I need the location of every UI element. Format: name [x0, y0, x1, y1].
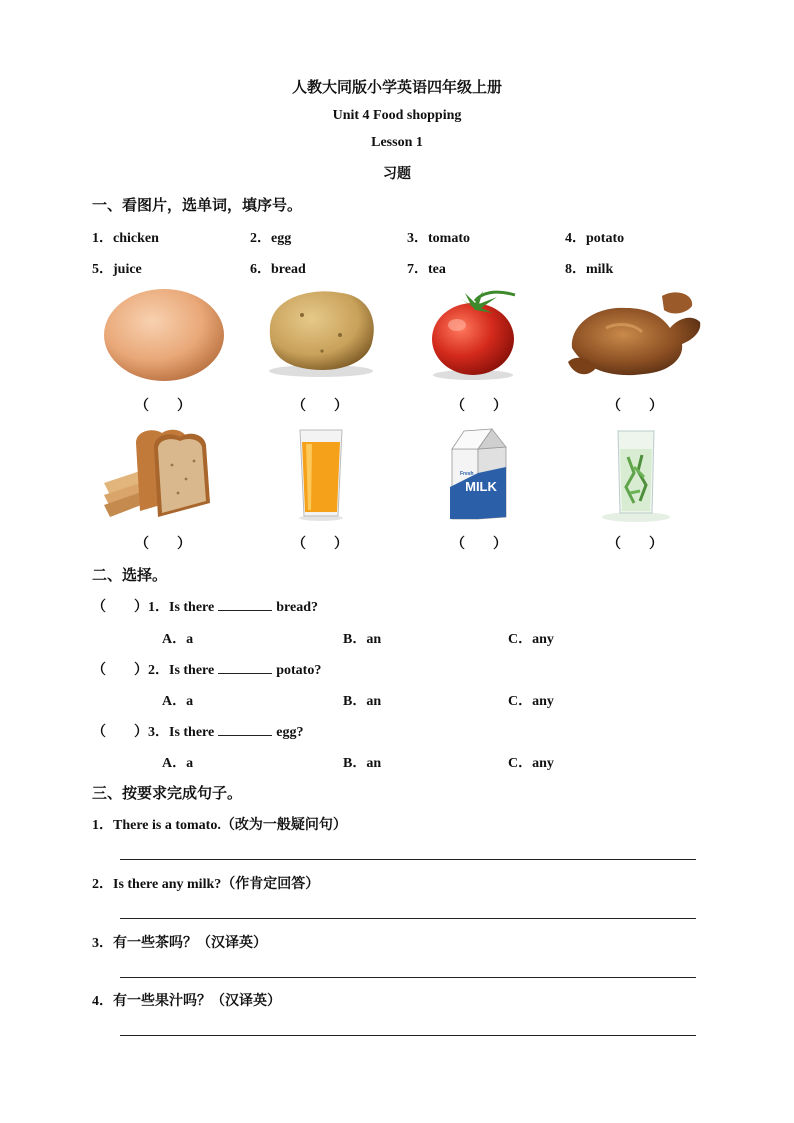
choice-a[interactable]: A．a	[162, 694, 194, 709]
word-option: 8．milk	[565, 262, 614, 277]
fill-blank[interactable]	[218, 598, 272, 611]
unit-title: Unit 4 Food shopping	[332, 108, 462, 123]
potato-picture	[262, 285, 380, 380]
tomato-picture	[425, 287, 525, 382]
question-text: 2．Is there	[148, 663, 215, 678]
answer-line[interactable]	[120, 918, 696, 919]
milk-carton-small: Fresh	[460, 471, 474, 477]
answer-line[interactable]	[120, 859, 696, 860]
word-option: 4．potato	[565, 231, 625, 246]
question-row	[92, 596, 318, 616]
choice-b[interactable]: B．an	[343, 756, 382, 771]
exercise-subtitle: 习题	[383, 167, 411, 182]
question-tail: potato?	[276, 663, 322, 678]
bread-picture	[100, 425, 230, 521]
answer-bracket[interactable]: （ ）	[607, 399, 663, 414]
question-tail: bread?	[276, 600, 318, 615]
choice-c[interactable]: C．any	[508, 632, 554, 647]
question-row	[92, 721, 303, 741]
answer-bracket[interactable]: （ ）	[92, 600, 148, 615]
question-text: 1．Is there	[148, 600, 215, 615]
word-option: 1．chicken	[92, 231, 159, 246]
milk-carton-label: MILK	[465, 479, 497, 494]
choice-c[interactable]: C．any	[508, 756, 554, 771]
answer-line[interactable]	[120, 1035, 696, 1036]
sentence-task: 1．There is a tomato.（改为一般疑问句）	[92, 818, 347, 833]
answer-bracket[interactable]: （ ）	[607, 537, 663, 552]
fill-blank[interactable]	[218, 661, 272, 674]
choice-a[interactable]: A．a	[162, 632, 194, 647]
choice-c[interactable]: C．any	[508, 694, 554, 709]
answer-bracket[interactable]: （ ）	[292, 399, 348, 414]
answer-line[interactable]	[120, 977, 696, 978]
choice-b[interactable]: B．an	[343, 694, 382, 709]
roast-chicken-picture	[566, 288, 704, 382]
fill-blank[interactable]	[218, 723, 272, 736]
section3-heading: 三、按要求完成句子。	[92, 786, 243, 802]
word-option: 2．egg	[250, 231, 292, 246]
juice-picture	[296, 426, 346, 522]
choice-a[interactable]: A．a	[162, 756, 194, 771]
choice-b[interactable]: B．an	[343, 632, 382, 647]
egg-picture	[100, 285, 228, 385]
word-option: 7．tea	[407, 262, 446, 277]
lesson-title: Lesson 1	[371, 135, 423, 150]
answer-bracket[interactable]: （ ）	[451, 537, 507, 552]
answer-bracket[interactable]: （ ）	[135, 399, 191, 414]
page-title: 人教大同版小学英语四年级上册	[291, 80, 502, 96]
question-text: 3．Is there	[148, 725, 215, 740]
milk-carton-picture	[448, 427, 510, 523]
answer-bracket[interactable]: （ ）	[292, 537, 348, 552]
word-option: 3．tomato	[407, 231, 470, 246]
answer-bracket[interactable]: （ ）	[92, 663, 148, 678]
word-option: 6．bread	[250, 262, 306, 277]
section1-heading: 一、看图片，选单词，填序号。	[92, 198, 303, 214]
tea-glass-picture	[600, 427, 672, 523]
sentence-task: 4．有一些果汁吗？（汉译英）	[92, 994, 281, 1009]
answer-bracket[interactable]: （ ）	[451, 399, 507, 414]
sentence-task: 3．有一些茶吗？（汉译英）	[92, 936, 267, 951]
question-tail: egg?	[276, 725, 304, 740]
question-row	[92, 659, 321, 679]
sentence-task: 2．Is there any milk?（作肯定回答）	[92, 877, 320, 892]
section2-heading: 二、选择。	[92, 568, 168, 584]
answer-bracket[interactable]: （ ）	[135, 537, 191, 552]
answer-bracket[interactable]: （ ）	[92, 725, 148, 740]
word-option: 5．juice	[92, 262, 142, 277]
